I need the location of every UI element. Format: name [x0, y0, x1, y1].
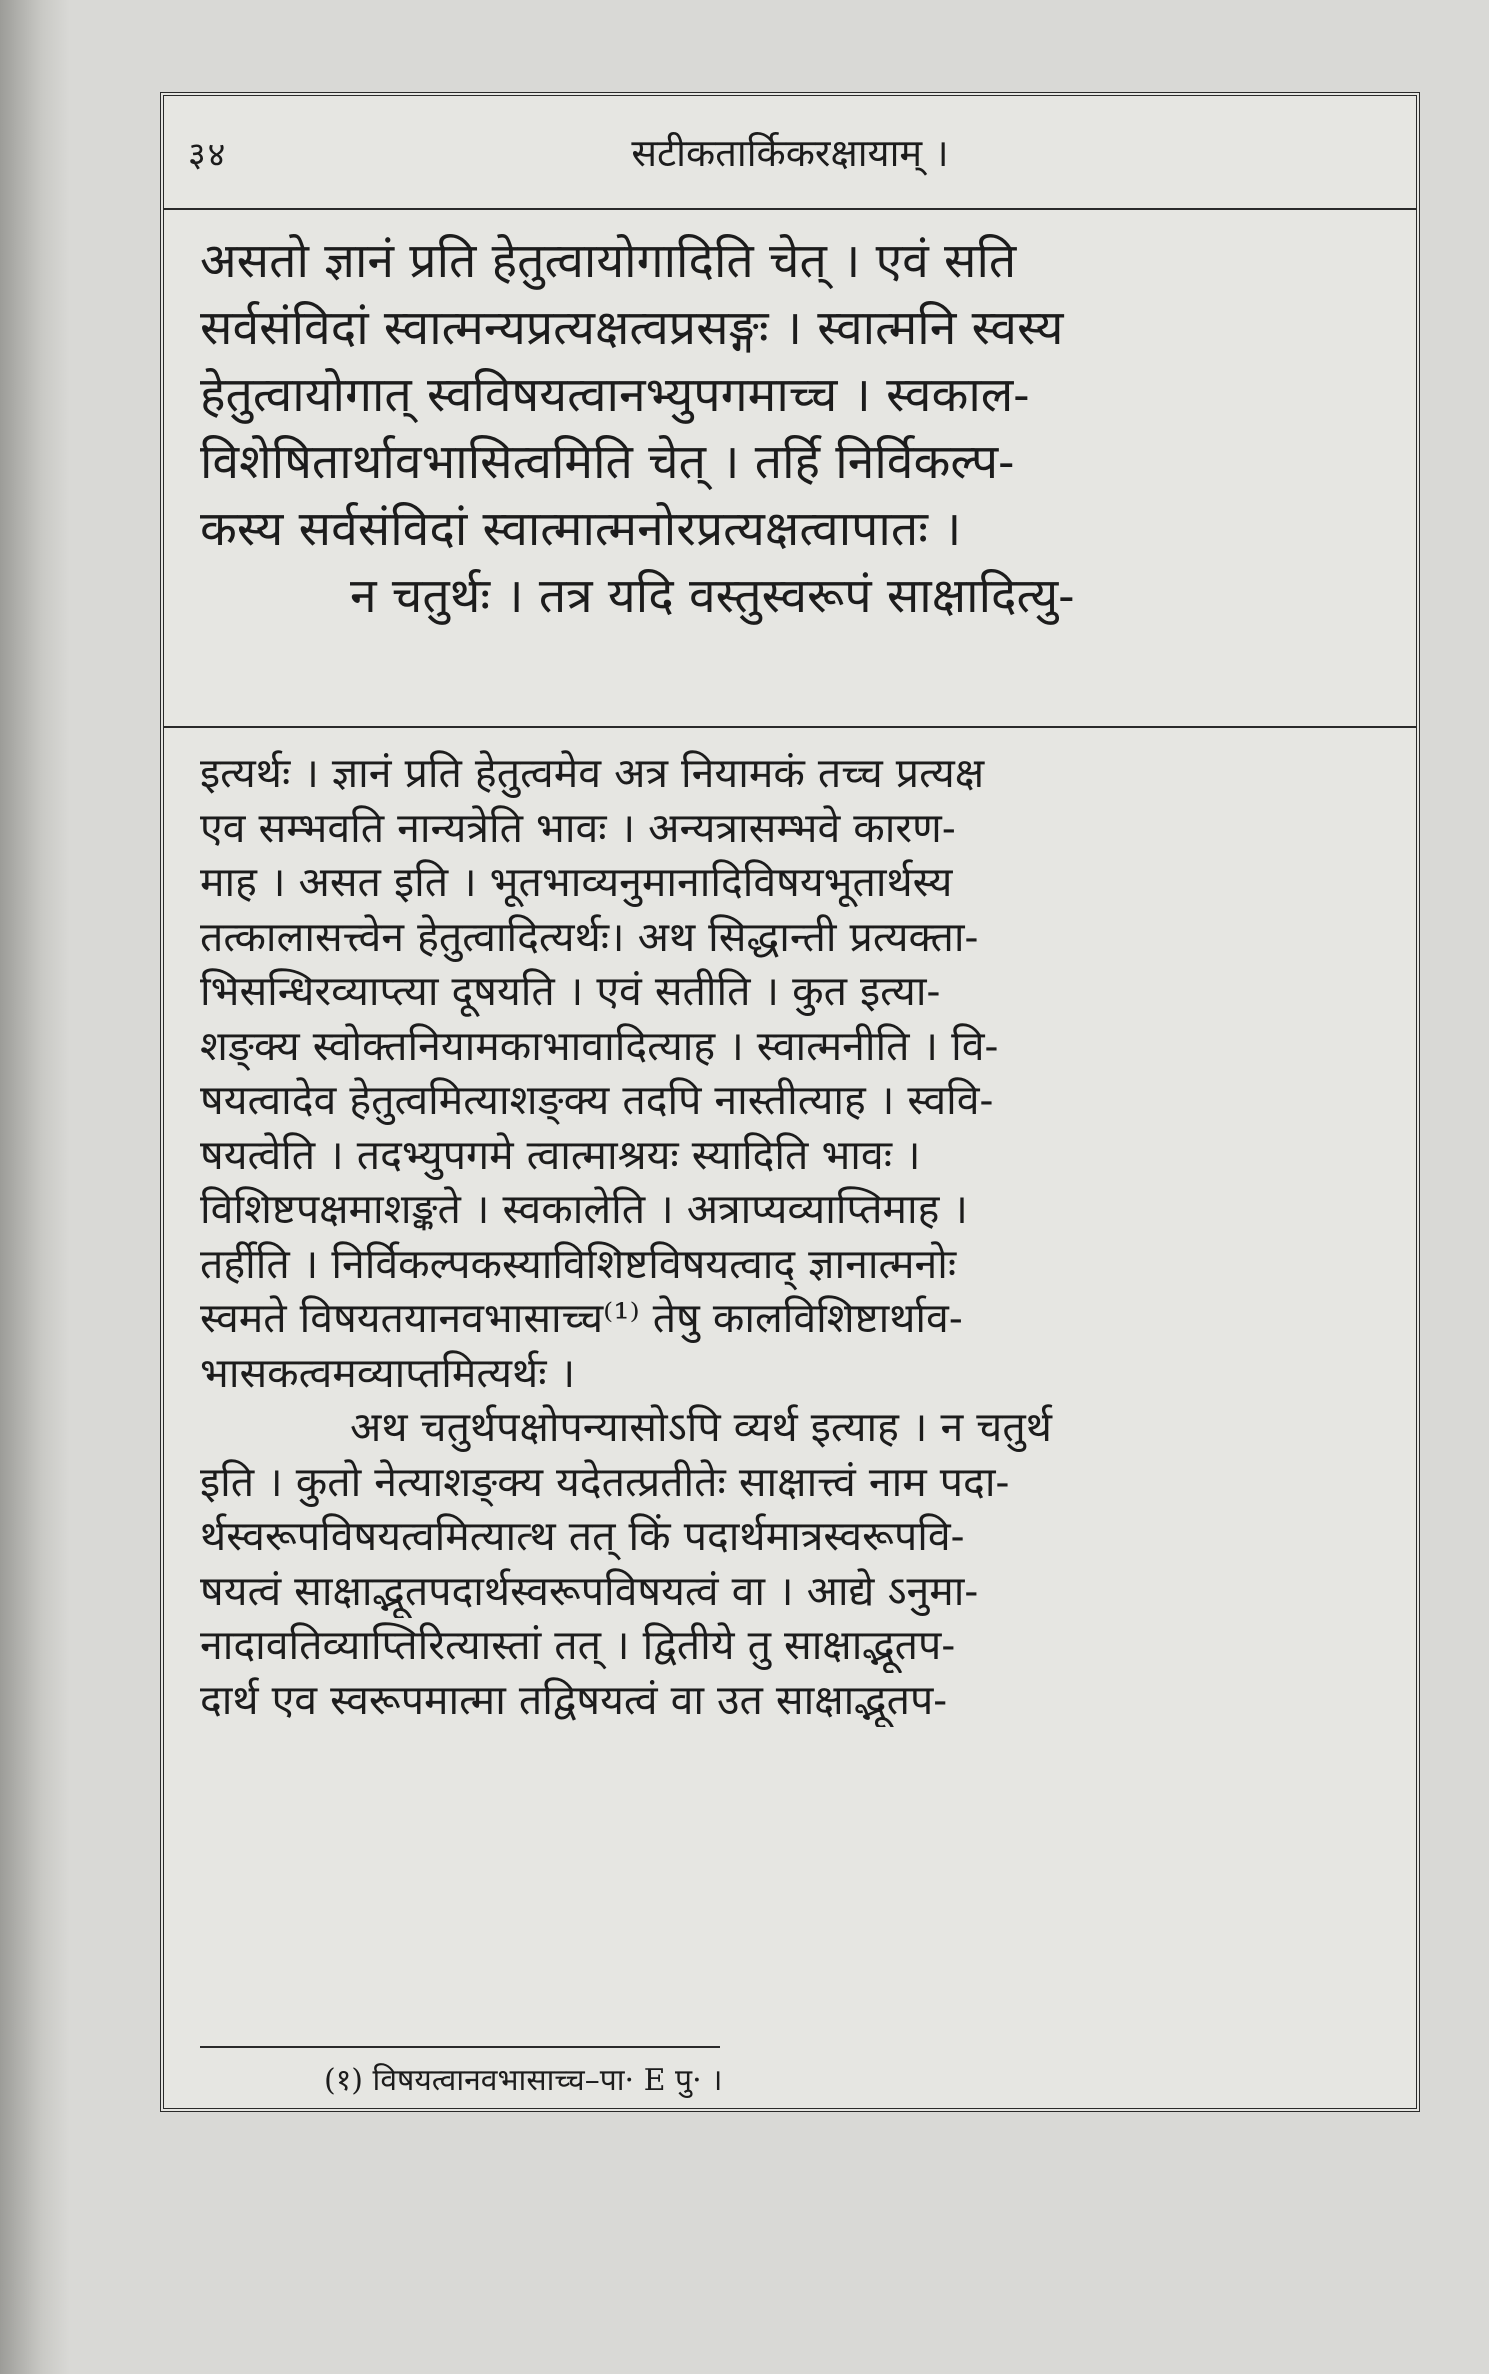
- commentary-line: एव सम्भवति नान्यत्रेति भावः । अन्यत्रासम्भवे कारण-: [200, 803, 956, 852]
- main-text-line: कस्य सर्वसंविदां स्वात्मात्मनोरप्रत्यक्षत्वापातः ।: [200, 501, 962, 557]
- main-text-line: असतो ज्ञानं प्रति हेतुत्वायोगादिति चेत् । एवं सति: [200, 233, 1017, 289]
- footnote-rule: [200, 2046, 720, 2048]
- running-title: सटीकतार्किकरक्षायाम् ।: [631, 131, 949, 175]
- commentary-line: तर्हीति । निर्विकल्पकस्याविशिष्टविषयत्वाद् ज्ञानात्मनोः: [200, 1239, 957, 1288]
- commentary-line: शङ्क्य स्वोक्तनियामकाभावादित्याह । स्वात्मनीति । वि-: [200, 1021, 999, 1070]
- commentary: [200, 746, 1380, 1727]
- page-number: ३४: [188, 135, 228, 175]
- commentary-line: भिसन्धिरव्याप्त्या दूषयति । एवं सतीति । कुत इत्या-: [200, 967, 941, 1015]
- main-text-line: न चतुर्थः । तत्र यदि वस्तुस्वरूपं साक्षादित्यु-: [350, 568, 1075, 624]
- section-divider: [164, 726, 1416, 728]
- main-text-line: विशेषितार्थावभासित्वमिति चेत् । तर्हि निर्विकल्प-: [200, 434, 1015, 490]
- main-text-line: हेतुत्वायोगात् स्वविषयत्वानभ्युपगमाच्च । स्वकाल-: [200, 367, 1030, 423]
- commentary-line: भासकत्वमव्याप्तमित्यर्थः ।: [200, 1348, 576, 1397]
- commentary-line: दार्थ एव स्वरूपमात्मा तद्विषयत्वं वा उत साक्षाद्भूतप-: [200, 1675, 948, 1724]
- commentary-line: षयत्वेति । तदभ्युपगमे त्वात्माश्रयः स्यादिति भावः ।: [200, 1130, 921, 1179]
- commentary-line: नादावतिव्याप्तिरित्यास्तां तत् । द्वितीये तु साक्षाद्भूतप-: [200, 1621, 956, 1669]
- page-frame: [160, 92, 1420, 2112]
- main-text-line: सर्वसंविदां स्वात्मन्यप्रत्यक्षत्वप्रसङ्गः । स्वात्मनि स्वस्य: [200, 300, 1064, 356]
- commentary-line: विशिष्टपक्षमाशङ्कते । स्वकालेति । अत्राप्यव्याप्तिमाह ।: [200, 1185, 968, 1233]
- commentary-line: इति । कुतो नेत्याशङ्क्य यदेतत्प्रतीतेः साक्षात्त्वं नाम पदा-: [200, 1457, 1010, 1506]
- commentary-line: अथ चतुर्थपक्षोपन्यासोऽपि व्यर्थ इत्याह । न चतुर्थ: [350, 1403, 1052, 1451]
- commentary-line: तत्कालासत्त्वेन हेतुत्वादित्यर्थः। अथ सिद्धान्ती प्रत्यक्ता-: [200, 912, 979, 961]
- footnote: (१) विषयत्वानवभासाच्च–पा· E पु· ।: [324, 2063, 723, 2098]
- commentary-line: षयत्वादेव हेतुत्वमित्याशङ्क्य तदपि नास्तीत्याह । स्ववि-: [200, 1076, 994, 1124]
- commentary-line: र्थस्वरूपविषयत्वमित्यात्थ तत् किं पदार्थमात्रस्वरूपवि-: [200, 1512, 965, 1560]
- commentary-line: स्वमते विषयतयानवभासाच्च⁽¹⁾ तेषु कालविशिष्टार्थाव-: [200, 1294, 963, 1342]
- commentary-line: षयत्वं साक्षाद्भूतपदार्थस्वरूपविषयत्वं वा । आद्ये ऽनुमा-: [200, 1566, 979, 1615]
- scan-edge: [0, 0, 70, 2374]
- running-head: [164, 96, 1416, 210]
- commentary-line: माह । असत इति । भूतभाव्यनुमानादिविषयभूतार्थस्य: [200, 858, 953, 906]
- commentary-line: इत्यर्थः । ज्ञानं प्रति हेतुत्वमेव अत्र नियामकं तच्च प्रत्यक्ष: [200, 749, 985, 797]
- main-text: [200, 228, 1380, 630]
